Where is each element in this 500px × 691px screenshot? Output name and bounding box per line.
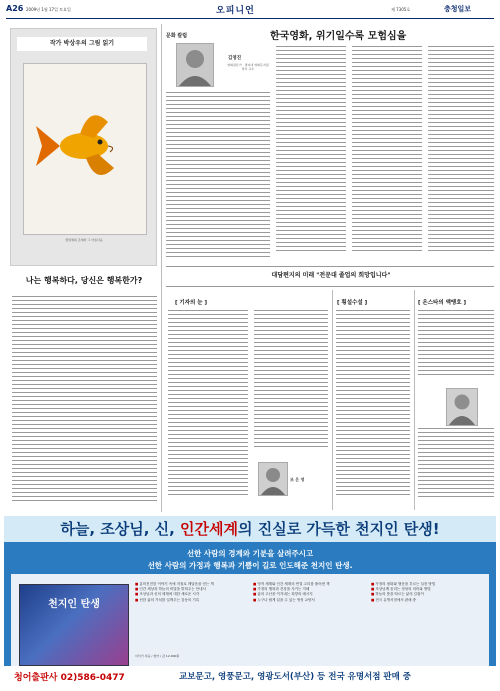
column-body-1: [166, 92, 270, 264]
list-item: ■ 선한 삶의 가치를 일깨우는 감동의 기록: [135, 597, 200, 602]
issue-date: 2009년 1월 17일 토요일: [26, 7, 71, 12]
issue-number: 제 7305호: [391, 7, 411, 12]
bullet-icon: ■: [371, 597, 376, 602]
page-header: [6, 3, 494, 19]
bullet-icon: ■: [253, 592, 258, 597]
list-item: ■ 누구나 쉽게 읽을 수 있는 영성 교양서: [253, 597, 315, 602]
list-item: ■ 가정의 평화와 행운을 부르는 실천 방법: [371, 582, 436, 586]
commentary-column-label: [ 횡설수설 ]: [337, 300, 368, 306]
section-title: 오피니언: [216, 6, 255, 16]
column-headline: 한국영화, 위기일수록 모험심을: [270, 31, 407, 42]
ad-headline-accent: 인간세계: [180, 520, 239, 538]
reporter-column-label: [ 기자의 눈 ]: [175, 300, 208, 306]
column-divider: [414, 290, 415, 510]
publisher-phone: 청어출판사 02)586-0477: [14, 673, 125, 683]
bullet-icon: ■: [371, 587, 376, 592]
section-divider: [166, 286, 494, 287]
ad-subheadline-1: 선한 사람의 경계와 기분을 살려주시고: [186, 549, 314, 558]
list-item: ■ 영적 세계와 인간 세계의 연결 고리를 풀어낸 책: [253, 582, 330, 586]
book-cover-title: 천지인 탄생: [48, 599, 100, 610]
culture-column-label: 문화 칼럼: [166, 33, 188, 39]
column-body-4: [428, 46, 494, 264]
list-item: ■ 하늘의 뜻을 따르는 삶의 길잡이: [371, 592, 424, 597]
ad-headline: [4, 518, 496, 539]
ad-bullets-middle: [253, 582, 365, 603]
ad-content-panel: [11, 574, 489, 666]
bullet-icon: ■: [135, 582, 140, 586]
column-divider: [161, 24, 162, 512]
newspaper-logo: 충청일보: [444, 5, 472, 13]
ad-bullets-right: [371, 582, 483, 603]
bullet-icon: ■: [135, 587, 140, 592]
book-cover-image: [19, 584, 129, 666]
artwork-box: [10, 28, 157, 266]
onstar-column-label: [ 온스타의 액땡호 ]: [418, 300, 466, 306]
bullet-icon: ■: [135, 592, 140, 597]
commentary-body: [336, 310, 410, 508]
bullet-icon: ■: [253, 587, 258, 592]
author-photo: [176, 43, 214, 87]
list-item: ■ 전국 유명서점에서 판매 중: [371, 597, 416, 602]
bullet-icon: ■: [253, 597, 258, 602]
list-item: ■ 조상님께 올리는 정성의 의미와 방법: [371, 587, 431, 592]
author-name: 김영진: [228, 56, 242, 61]
essay-body: [12, 296, 157, 506]
bullet-icon: ■: [371, 592, 376, 597]
ad-headline-suffix: 의 진실로 가득한 천지인 탄생!: [238, 520, 440, 538]
list-item: ■ 삶의 고난을 이겨내는 희망의 메시지: [253, 592, 313, 597]
list-item: ■ 가정의 행복과 건강을 지키는 지혜: [253, 587, 310, 592]
ad-bullets-left: [135, 582, 247, 603]
artwork-caption: 생명체의 존재와 그 아름다움: [65, 238, 103, 242]
reporter-name: 조 은 영: [290, 477, 305, 482]
page-number: A26: [6, 4, 24, 13]
bullet-icon: ■: [135, 597, 140, 602]
reporter-photo: [258, 462, 288, 496]
list-item: ■ 흥미진진한 이야기 속에 저절로 깨달음을 얻는 책: [135, 582, 214, 586]
interview-body-1: [168, 310, 248, 508]
bullet-icon: ■: [253, 582, 258, 586]
list-item: ■ 조상님과 신의 세계에 대한 새로운 시각: [135, 592, 200, 597]
ad-footer: [4, 666, 496, 688]
interview-headline: 대담편지의 미래 "전문대 졸업의 희망입니다": [271, 272, 391, 279]
column-body-3: [352, 46, 422, 264]
onstar-body-1: [418, 310, 494, 384]
list-item: ■ 인간 세상과 하늘의 비밀을 밝혀주는 안내서: [135, 587, 206, 592]
bullet-icon: ■: [371, 582, 376, 586]
artwork-title: 작가 박상우의 그림 읽기: [17, 37, 147, 51]
ad-headline-bar: [4, 516, 496, 542]
columnist-photo: [446, 388, 478, 426]
book-advertisement: [4, 516, 496, 688]
ad-headline-prefix: 하늘, 조상님, 신,: [60, 520, 181, 538]
author-role: 영화평론가 · 명지대 영화뮤지컬학부 교수: [227, 63, 269, 71]
column-divider: [332, 290, 333, 510]
bookstore-list: 교보문고, 영풍문고, 영광도서(부산) 등 전국 유명서점 판매 중: [179, 672, 412, 682]
column-body-2: [276, 46, 346, 264]
book-info: 이석기 지음 / 청어 / 값 12,000원: [135, 654, 180, 658]
essay-title: 나는 행복하다, 당신은 행복한가?: [25, 276, 143, 285]
ad-subheadline-2: 선한 사람의 가정과 행복과 기쁨이 길로 인도해준 천지인 탄생.: [147, 561, 353, 570]
interview-body-2: [254, 310, 328, 458]
fish-painting-image: [23, 63, 147, 235]
section-divider: [166, 266, 494, 267]
onstar-body-2: [418, 428, 494, 508]
